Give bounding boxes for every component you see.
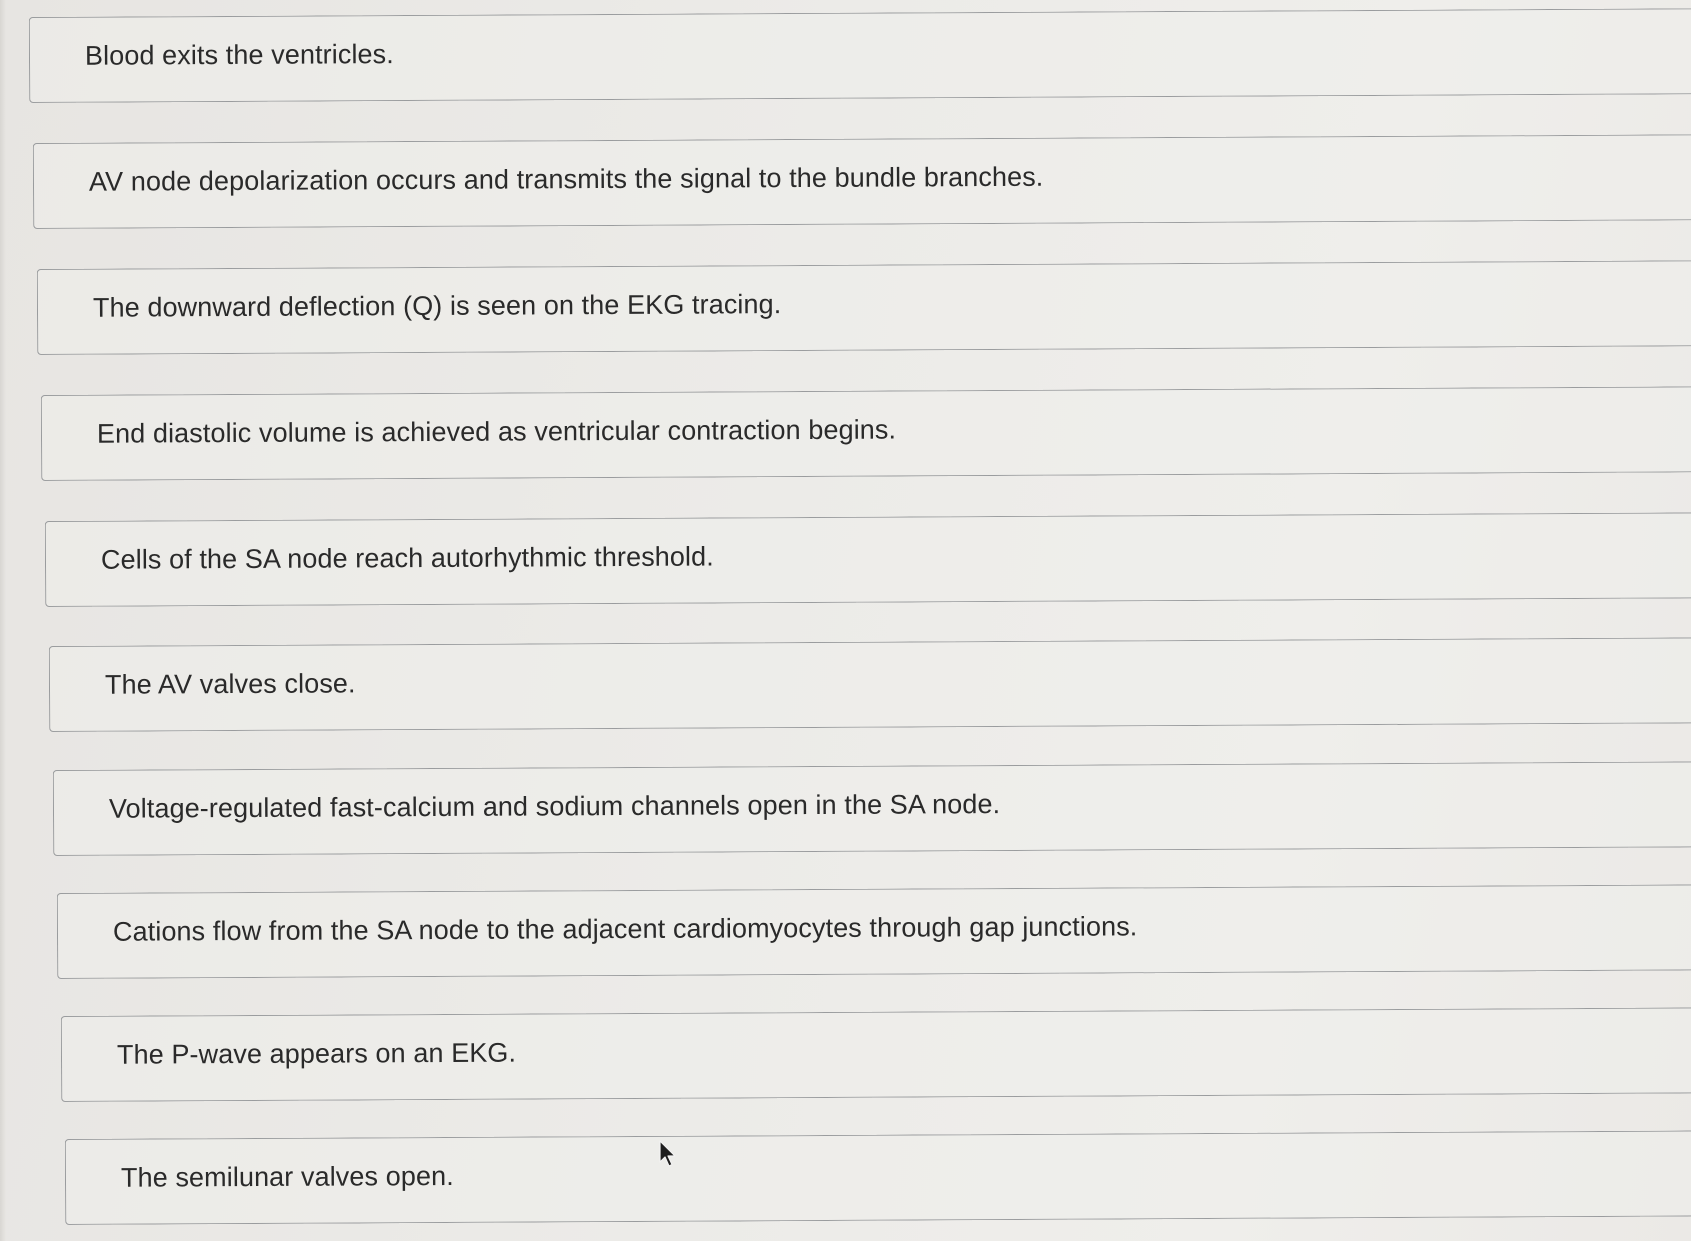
sortable-item-label: Cations flow from the SA node to the adjacent cardiomyocytes through gap junctions. — [112, 910, 1138, 947]
sortable-item-label: Blood exits the ventricles. — [84, 38, 394, 71]
sortable-item-9[interactable] — [61, 1007, 1691, 1102]
sortable-item-label: Cells of the SA node reach autorhythmic threshold. — [100, 540, 714, 575]
sortable-item-label: The P-wave appears on an EKG. — [116, 1037, 517, 1070]
sortable-item-label: The AV valves close. — [104, 667, 356, 700]
sortable-item-4[interactable] — [41, 386, 1691, 481]
sortable-item-6[interactable] — [49, 637, 1691, 732]
sortable-item-7[interactable] — [53, 761, 1691, 856]
sortable-item-3[interactable] — [37, 260, 1691, 355]
sortable-item-5[interactable] — [45, 512, 1691, 607]
sortable-item-label: The semilunar valves open. — [120, 1160, 454, 1193]
sortable-item-label: The downward deflection (Q) is seen on the EKG tracing. — [92, 288, 782, 323]
sortable-item-label: AV node depolarization occurs and transmits the signal to the bundle branches. — [88, 161, 1044, 197]
sortable-item-1[interactable] — [29, 8, 1691, 103]
sortable-item-10[interactable] — [65, 1130, 1691, 1225]
sortable-item-label: End diastolic volume is achieved as ventricular contraction begins. — [96, 414, 897, 449]
sortable-item-2[interactable] — [33, 134, 1691, 229]
sortable-item-8[interactable] — [57, 884, 1691, 979]
sortable-item-label: Voltage-regulated fast-calcium and sodium channels open in the SA node. — [108, 788, 1001, 824]
mouse-pointer-icon — [658, 1140, 678, 1168]
